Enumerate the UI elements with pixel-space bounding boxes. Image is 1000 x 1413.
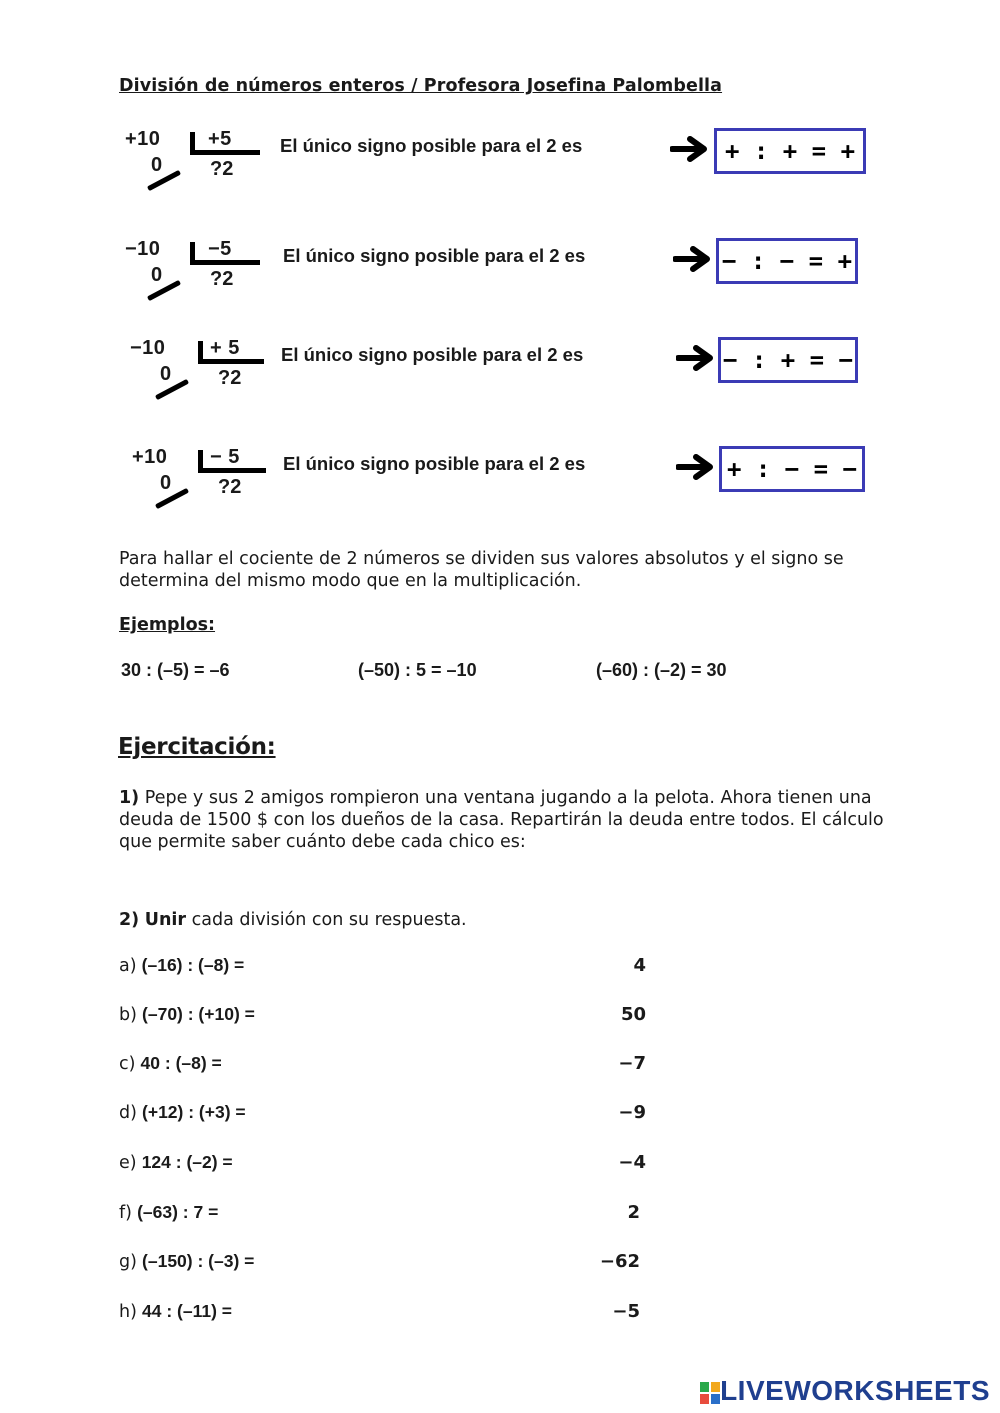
quotient: ?2 — [218, 476, 242, 498]
item-expression: (–150) : (–3) = — [142, 1251, 255, 1271]
remainder: 0 — [151, 154, 163, 176]
match-item[interactable] — [119, 1152, 233, 1173]
exercise-number: 2) — [119, 910, 140, 930]
liveworksheets-logo-icon — [700, 1382, 720, 1404]
long-division — [118, 128, 268, 198]
item-letter: a) — [119, 956, 137, 976]
long-division — [118, 446, 268, 516]
match-item[interactable] — [119, 1251, 254, 1272]
item-letter: b) — [119, 1005, 137, 1025]
sign-rule-box[interactable]: + : + = + — [714, 128, 866, 174]
match-answer[interactable]: 50 — [620, 1004, 646, 1025]
example-item: 30 : (–5) = –6 — [121, 660, 230, 680]
divisor: − 5 — [210, 446, 240, 468]
examples-heading: Ejemplos: — [119, 615, 216, 635]
item-expression: (–16) : (–8) = — [141, 955, 245, 975]
match-item[interactable] — [119, 1202, 218, 1223]
divisor: +5 — [208, 128, 232, 150]
arrow-right-icon — [676, 454, 714, 480]
arrow-right-icon — [676, 345, 714, 371]
sign-rule-row — [118, 337, 878, 407]
dividend: −10 — [125, 238, 161, 260]
match-item[interactable] — [119, 1301, 232, 1322]
rule-text: El único signo posible para el 2 es — [281, 344, 584, 365]
page-title: División de números enteros / Profesora Josefina Palombella — [119, 76, 723, 96]
item-letter: d) — [119, 1103, 137, 1123]
example-item: (–50) : 5 = –10 — [358, 660, 477, 680]
arrow-right-icon — [670, 136, 708, 162]
match-answer[interactable]: −62 — [599, 1251, 640, 1272]
rule-text: El único signo posible para el 2 es — [280, 135, 583, 156]
match-answer[interactable]: −4 — [618, 1152, 646, 1173]
exercise-keyword: Unir — [144, 910, 187, 930]
match-item[interactable] — [119, 1053, 222, 1074]
arrow-right-icon — [673, 246, 711, 272]
exercise-number: 1) — [119, 788, 140, 808]
item-letter: g) — [119, 1252, 137, 1272]
footer-brand[interactable]: LIVEWORKSHEETS — [720, 1375, 990, 1406]
item-expression: 40 : (–8) = — [140, 1053, 222, 1073]
item-letter: e) — [119, 1153, 137, 1173]
sign-rule-box[interactable]: − : + = − — [718, 337, 858, 383]
item-letter: h) — [119, 1302, 137, 1322]
exercise-text: cada división con su respuesta. — [191, 910, 467, 930]
long-division — [118, 238, 268, 308]
sign-rule-box[interactable]: + : − = − — [719, 446, 865, 492]
item-expression: 44 : (–11) = — [142, 1301, 233, 1321]
example-item: (–60) : (–2) = 30 — [596, 660, 727, 680]
match-answer[interactable]: −9 — [618, 1102, 646, 1123]
exercise-1 — [119, 787, 899, 853]
sign-rule-row — [118, 238, 878, 308]
item-letter: c) — [119, 1054, 136, 1074]
dividend: +10 — [125, 128, 161, 150]
quotient: ?2 — [218, 367, 242, 389]
rule-text: El único signo posible para el 2 es — [283, 245, 586, 266]
divisor: −5 — [208, 238, 232, 260]
match-item[interactable] — [119, 1004, 255, 1025]
item-expression: 124 : (–2) = — [141, 1152, 233, 1172]
quotient: ?2 — [210, 158, 234, 180]
exercise-2-instruction — [119, 910, 467, 930]
long-division — [118, 337, 268, 407]
remainder: 0 — [160, 363, 172, 385]
quotient: ?2 — [210, 268, 234, 290]
sign-rule-row — [118, 128, 878, 198]
sign-rule-row — [118, 446, 878, 516]
dividend: +10 — [132, 446, 168, 468]
explanation-text: Para hallar el cociente de 2 números se dividen sus valores absolutos y el signo se determina del mismo modo que en la multiplicación. — [119, 549, 844, 591]
exercise-text: Pepe y sus 2 amigos rompieron una ventana jugando a la pelota. Ahora tienen una deuda de 1500 $ con los dueños de la casa. Repartirán la deuda entre todos. El cálculo que permite saber cuánto debe cada chico es: — [119, 788, 884, 852]
rule-text: El único signo posible para el 2 es — [283, 453, 586, 474]
match-answer[interactable]: −7 — [618, 1053, 646, 1074]
item-letter: f) — [119, 1203, 132, 1223]
match-answer[interactable]: 2 — [627, 1202, 640, 1223]
item-expression: (+12) : (+3) = — [142, 1102, 246, 1122]
sign-rule-box[interactable]: − : − = + — [716, 238, 858, 284]
exercises-heading: Ejercitación: — [118, 734, 276, 760]
divisor: + 5 — [210, 337, 240, 359]
match-item[interactable] — [119, 955, 244, 976]
match-answer[interactable]: −5 — [612, 1301, 640, 1322]
item-expression: (–63) : 7 = — [137, 1202, 219, 1222]
match-item[interactable] — [119, 1102, 246, 1123]
item-expression: (–70) : (+10) = — [142, 1004, 255, 1024]
match-answer[interactable]: 4 — [633, 955, 646, 976]
dividend: −10 — [130, 337, 166, 359]
remainder: 0 — [151, 264, 163, 286]
remainder: 0 — [160, 472, 172, 494]
